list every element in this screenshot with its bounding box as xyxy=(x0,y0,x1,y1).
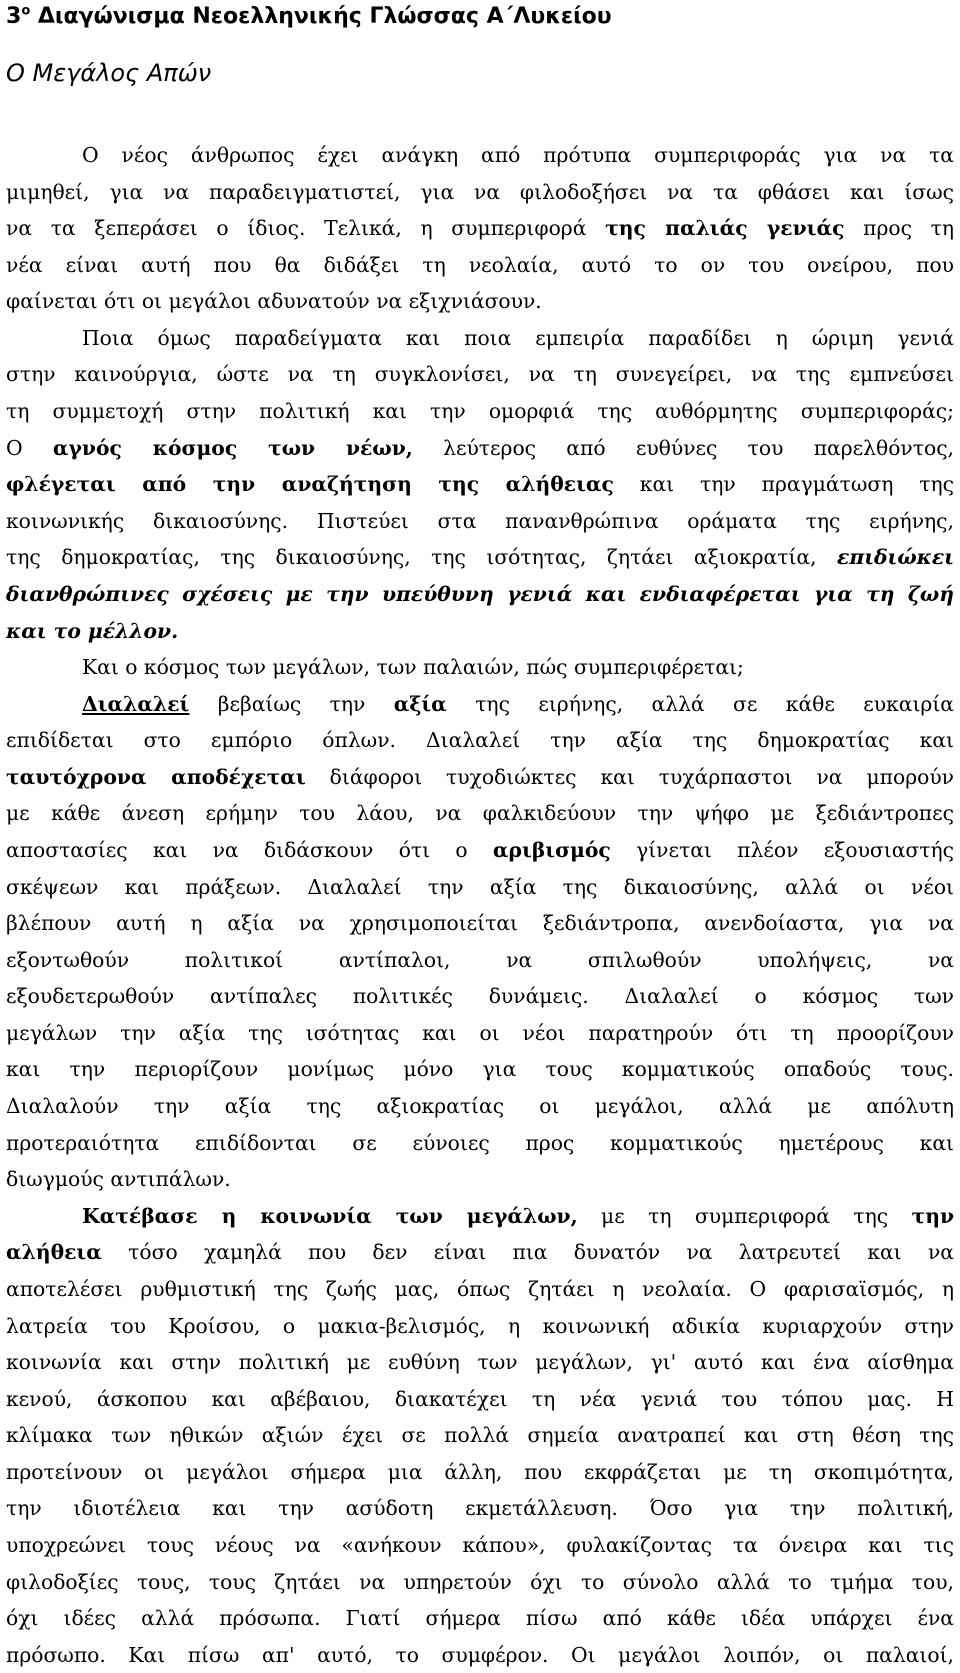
bold-phrase: αριβισμός xyxy=(492,837,611,862)
text-line xyxy=(6,247,954,284)
text-line xyxy=(6,356,954,393)
text-line xyxy=(6,1051,954,1088)
text-span: φαίνεται ότι οι μεγάλοι αδυνατούν να εξιχνιάσουν. xyxy=(6,289,542,314)
title-text: Διαγώνισμα Νεοελληνικής Γλώσσας Α΄Λυκείου xyxy=(30,4,612,29)
article-body xyxy=(6,137,954,1673)
text-span: διωγμούς αντιπάλων. xyxy=(6,1167,231,1192)
text-line xyxy=(6,722,954,759)
text-line xyxy=(6,1125,954,1162)
bold-phrase: την xyxy=(911,1203,955,1228)
text-span: Διαλαλούν την αξία της αξιοκρατίας οι μεγάλοι, αλλά με απόλυτη xyxy=(6,1094,954,1119)
text-span: λεύτερος από ευθύνες του παρελθόντος, xyxy=(412,435,954,460)
text-line xyxy=(6,1564,954,1601)
text-line xyxy=(6,393,954,430)
text-line xyxy=(6,759,954,796)
text-span: φιλοδοξίες τους, τους ζητάει να υπηρετούν όχι το σύνολο αλλά το τμήμα του, xyxy=(6,1569,954,1594)
text-span: και την περιορίζουν μονίμως μόνο για τους κομματικούς οπαδούς τους. xyxy=(6,1057,954,1082)
text-span: να τα ξεπεράσει ο ίδιος. Τελικά, η συμπεριφορά xyxy=(6,216,606,241)
bold-phrase: ταυτόχρονα αποδέχεται xyxy=(6,764,306,789)
text-line xyxy=(6,1381,954,1418)
text-span: της ειρήνης, αλλά σε κάθε ευκαιρία xyxy=(446,691,954,716)
bold-italic-phrase: επιδιώκει xyxy=(837,545,954,570)
text-line xyxy=(6,1600,954,1637)
text-span: εξουδετερωθούν αντίπαλες πολιτικές δυνάμεις. Διαλαλεί ο κόσμος των xyxy=(6,984,954,1009)
text-span: βλέπουν αυτή η αξία να χρησιμοποιείται ξεδιάντροπα, ανενδοίαστα, για να xyxy=(6,911,954,936)
text-span: βεβαίως την xyxy=(189,691,394,716)
bold-phrase: της παλιάς γενιάς xyxy=(605,216,845,241)
text-line xyxy=(6,1161,954,1198)
text-line xyxy=(6,686,954,723)
text-line xyxy=(6,1234,954,1271)
underlined-bold-word: Διαλαλεί xyxy=(82,691,190,716)
text-span: αποστασίες και να διδάσκουν ότι ο xyxy=(6,837,493,862)
text-span: υποχρεώνει τους νέους να «ανήκουν κάπου», φυλακίζοντας τα όνειρα και τις xyxy=(6,1532,954,1557)
text-line xyxy=(6,1417,954,1454)
text-span: κοινωνικής δικαιοσύνης. Πιστεύει στα πανανθρώπινα οράματα της ειρήνης, xyxy=(6,508,954,533)
text-line xyxy=(6,1637,954,1673)
text-line xyxy=(6,795,954,832)
text-span: στην καινούργια, ώστε να τη συγκλονίσει, να τη συνεγείρει, να της εμπνεύσει xyxy=(6,362,954,387)
text-line xyxy=(6,1527,954,1564)
text-line xyxy=(6,1490,954,1527)
text-span: κοινωνία και στην πολιτική με ευθύνη των μεγάλων, γι' αυτό και ένα αίσθημα xyxy=(6,1350,954,1375)
text-span: κενού, άσκοπου και αβέβαιου, διακατέχει τη νέα γενιά του τόπου μας. Η xyxy=(6,1386,954,1411)
title-ordinal: ο xyxy=(21,3,31,19)
text-span: λατρεία του Κροίσου, ο μακια-βελισμός, η κοινωνική αδικία κυριαρχούν στην xyxy=(6,1313,954,1338)
text-line xyxy=(6,466,954,503)
text-span: Ο xyxy=(6,435,53,460)
text-span: νέα είναι αυτή που θα διδάξει τη νεολαία, αυτό το ον του ονείρου, που xyxy=(6,252,954,277)
text-span: τη συμμετοχή στην πολιτική και την ομορφιά της αυθόρμητης συμπεριφοράς; xyxy=(6,399,954,424)
text-line xyxy=(6,1344,954,1381)
text-line xyxy=(6,1015,954,1052)
text-span: αποτελέσει ρυθμιστική της ζωής μας, όπως ζητάει η νεολαία. Ο φαρισαϊσμός, η xyxy=(6,1276,954,1301)
text-line xyxy=(6,613,954,650)
text-span: Ο νέος άνθρωπος έχει ανάγκη από πρότυπα συμπεριφοράς για να τα xyxy=(82,143,954,167)
text-span: προς τη xyxy=(844,216,954,241)
text-line xyxy=(6,576,954,613)
text-line xyxy=(6,832,954,869)
text-span: Ποια όμως παραδείγματα και ποια εμπειρία παραδίδει η ώριμη γενιά xyxy=(82,325,954,350)
bold-phrase: αγνός κόσμος των νέων, xyxy=(52,435,413,460)
text-span: εξοντωθούν πολιτικοί αντίπαλοι, να σπιλωθούν υπολήψεις, να xyxy=(6,947,954,972)
text-line xyxy=(6,905,954,942)
text-line xyxy=(6,503,954,540)
text-span: τόσο χαμηλά που δεν είναι πια δυνατόν να λατρευτεί και να xyxy=(101,1240,954,1265)
text-line xyxy=(6,539,954,576)
text-span: μιμηθεί, για να παραδειγματιστεί, για να φιλοδοξήσει να τα φθάσει και ίσως xyxy=(6,179,954,204)
text-span: όχι ιδέες αλλά πρόσωπα. Γιατί σήμερα πίσω από κάθε ιδέα υπάρχει ένα xyxy=(6,1606,954,1631)
text-line xyxy=(6,430,954,467)
text-line xyxy=(6,978,954,1015)
document-subtitle: Ο Μεγάλος Απών xyxy=(6,59,212,87)
text-span: γίνεται πλέον εξουσιαστής xyxy=(610,837,954,862)
text-line xyxy=(6,1271,954,1308)
bold-phrase: φλέγεται από την αναζήτηση της αλήθειας xyxy=(6,472,614,497)
text-line xyxy=(6,649,954,686)
text-line xyxy=(6,210,954,247)
text-line xyxy=(6,1088,954,1125)
text-span: σκέψεων και πράξεων. Διαλαλεί την αξία της δικαιοσύνης, αλλά οι νέοι xyxy=(6,874,954,899)
bold-phrase: αξία xyxy=(393,691,447,716)
text-line xyxy=(6,869,954,906)
text-line xyxy=(6,942,954,979)
bold-phrase: Κατέβασε η κοινωνία των μεγάλων, xyxy=(82,1203,578,1228)
text-span: προτείνουν οι μεγάλοι σήμερα μια άλλη, που εκφράζεται με τη σκοπιμότητα, xyxy=(6,1459,954,1484)
text-span: Και ο κόσμος των μεγάλων, των παλαιών, πώς συμπεριφέρεται; xyxy=(82,655,744,680)
text-span: προτεραιότητα επιδίδονται σε εύνοιες προς κομματικούς ημετέρους και xyxy=(6,1130,954,1155)
text-span: κλίμακα των ηθικών αξιών έχει σε πολλά σημεία ανατραπεί και στη θέση της xyxy=(6,1423,954,1448)
text-line xyxy=(6,283,954,320)
text-span: και την πραγμάτωση της xyxy=(613,472,954,497)
text-span: πρόσωπο. Και πίσω απ' αυτό, το συμφέρον. Οι μεγάλοι λοιπόν, οι παλαιοί, xyxy=(6,1642,954,1667)
text-line xyxy=(6,1308,954,1345)
text-line xyxy=(6,1454,954,1491)
bold-phrase: αλήθεια xyxy=(6,1240,102,1265)
text-span: την ιδιοτέλεια και την ασύδοτη εκμετάλλευση. Όσο για την πολιτική, xyxy=(6,1496,954,1521)
text-span: της δημοκρατίας, της δικαιοσύνης, της ισότητας, ζητάει αξιοκρατία, xyxy=(6,545,838,570)
text-line xyxy=(6,174,954,211)
text-line xyxy=(6,1198,954,1235)
text-span: μεγάλων την αξία της ισότητας και οι νέοι παρατηρούν ότι τη προορίζουν xyxy=(6,1020,954,1045)
text-span: διάφοροι τυχοδιώκτες και τυχάρπαστοι να μπορούν xyxy=(305,764,954,789)
bold-italic-phrase: διανθρώπινες σχέσεις με την υπεύθυνη γενιά και ενδιαφέρεται για τη ζωή xyxy=(6,581,954,606)
document-title xyxy=(6,2,612,32)
text-span: με τη συμπεριφορά της xyxy=(577,1203,912,1228)
text-span: με κάθε άνεση ερήμην του λάου, να φαλκιδεύουν την ψήφο με ξεδιάντροπες xyxy=(6,801,954,826)
text-span: επιδίδεται στο εμπόριο όπλων. Διαλαλεί την αξία της δημοκρατίας και xyxy=(6,728,954,753)
title-number: 3 xyxy=(6,4,22,29)
text-line xyxy=(6,137,954,174)
text-line xyxy=(6,320,954,357)
bold-italic-phrase: και το μέλλον. xyxy=(6,618,179,643)
